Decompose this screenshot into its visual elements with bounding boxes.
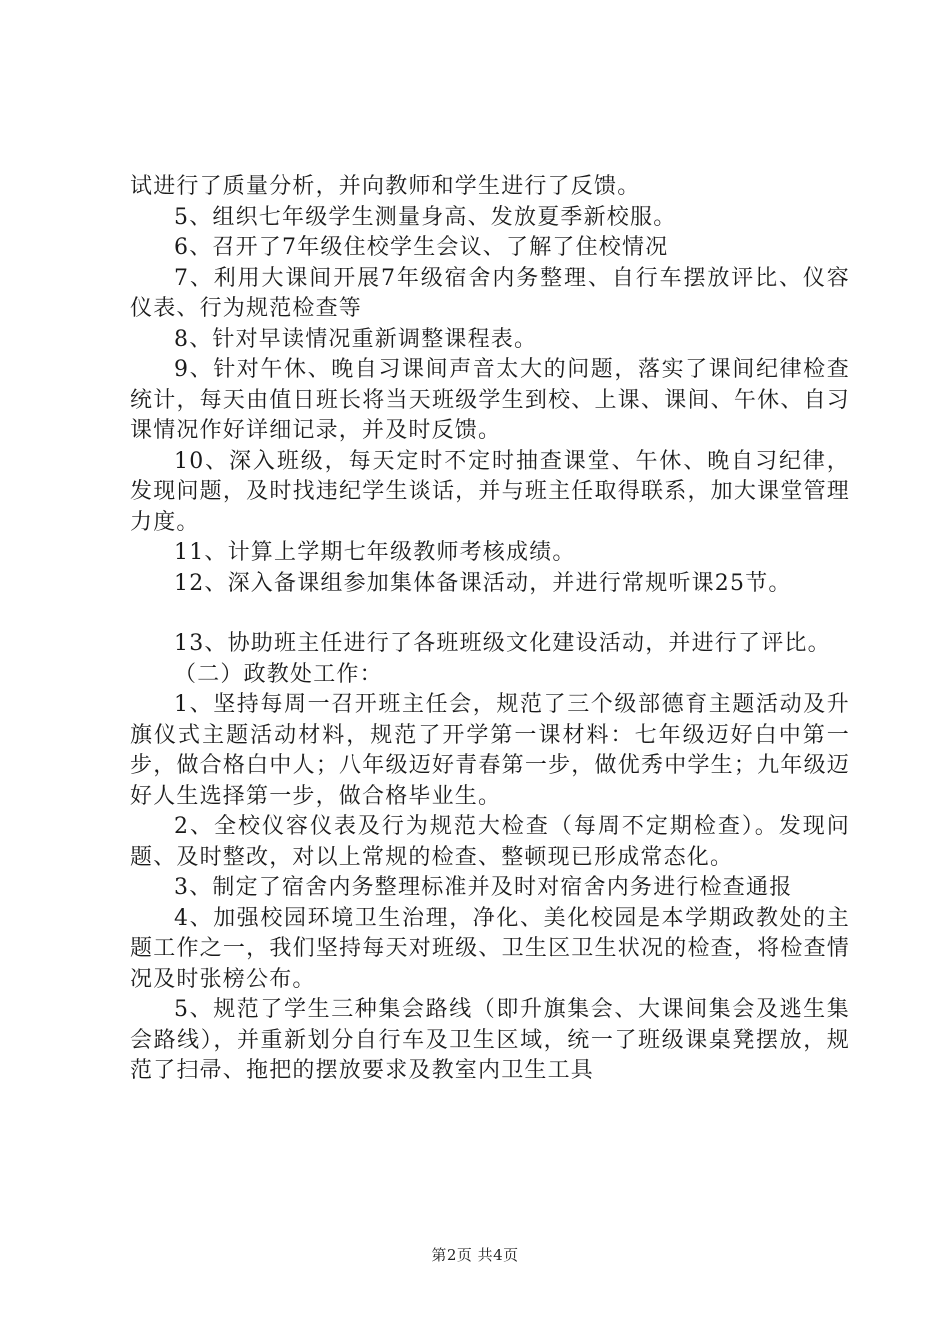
paragraph: 11、计算上学期七年级教师考核成绩。	[174, 540, 576, 565]
paragraph: 2、全校仪容仪表及行为规范大检查（每周不定期检查）。发现问题、及时整改，对以上常规的检查、整顿现已形成常态化。	[130, 814, 850, 870]
paragraph: 4、加强校园环境卫生治理，净化、美化校园是本学期政教处的主题工作之一，我们坚持每天对班级、卫生区卫生状况的检查，将检查情况及时张榜公布。	[130, 905, 850, 992]
paragraph: 12、深入备课组参加集体备课活动，并进行常规听课25节。	[174, 570, 792, 596]
paragraph: 10、深入班级，每天定时不定时抽查课堂、午休、晚自习纪律，发现问题，及时找违纪学生谈话，并与班主任取得联系，加大课堂管理力度。	[130, 448, 850, 535]
page-number-footer: 第2页 共4页	[431, 1246, 519, 1264]
paragraph: 8、针对早读情况重新调整课程表。	[174, 326, 538, 352]
document-body	[130, 172, 850, 1087]
paragraph: 6、召开了7年级住校学生会议、了解了住校情况	[174, 235, 669, 260]
paragraph: 试进行了质量分析，并向教师和学生进行了反馈。	[130, 174, 641, 199]
paragraph: 3、制定了宿舍内务整理标准并及时对宿舍内务进行检查通报	[174, 875, 793, 900]
paragraph: 13、协助班主任进行了各班班级文化建设活动，并进行了评比。	[174, 631, 831, 656]
paragraph: 7、利用大课间开展7年级宿舍内务整理、自行车摆放评比、仪容仪表、行为规范检查等	[130, 265, 850, 321]
paragraph: 5、规范了学生三种集会路线（即升旗集会、大课间集会及逃生集会路线），并重新划分自行车及卫生区域，统一了班级课桌凳摆放，规范了扫帚、拖把的摆放要求及教室内卫生工具	[130, 997, 850, 1083]
paragraph: 5、组织七年级学生测量身高、发放夏季新校服。	[174, 204, 677, 230]
paragraph: 9、针对午休、晚自习课间声音太大的问题，落实了课间纪律检查统计，每天由值日班长将当天班级学生到校、上课、课间、午休、自习课情况作好详细记录，并及时反馈。	[130, 357, 850, 443]
section-heading: （二）政教处工作：	[174, 661, 383, 687]
paragraph: 1、坚持每周一召开班主任会，规范了三个级部德育主题活动及升旗仪式主题活动材料，规范了开学第一课材料：七年级迈好白中第一步，做合格白中人；八年级迈好青春第一步，做优秀中学生；九年级迈好人生选择第一步，做合格毕业生。	[130, 692, 850, 809]
